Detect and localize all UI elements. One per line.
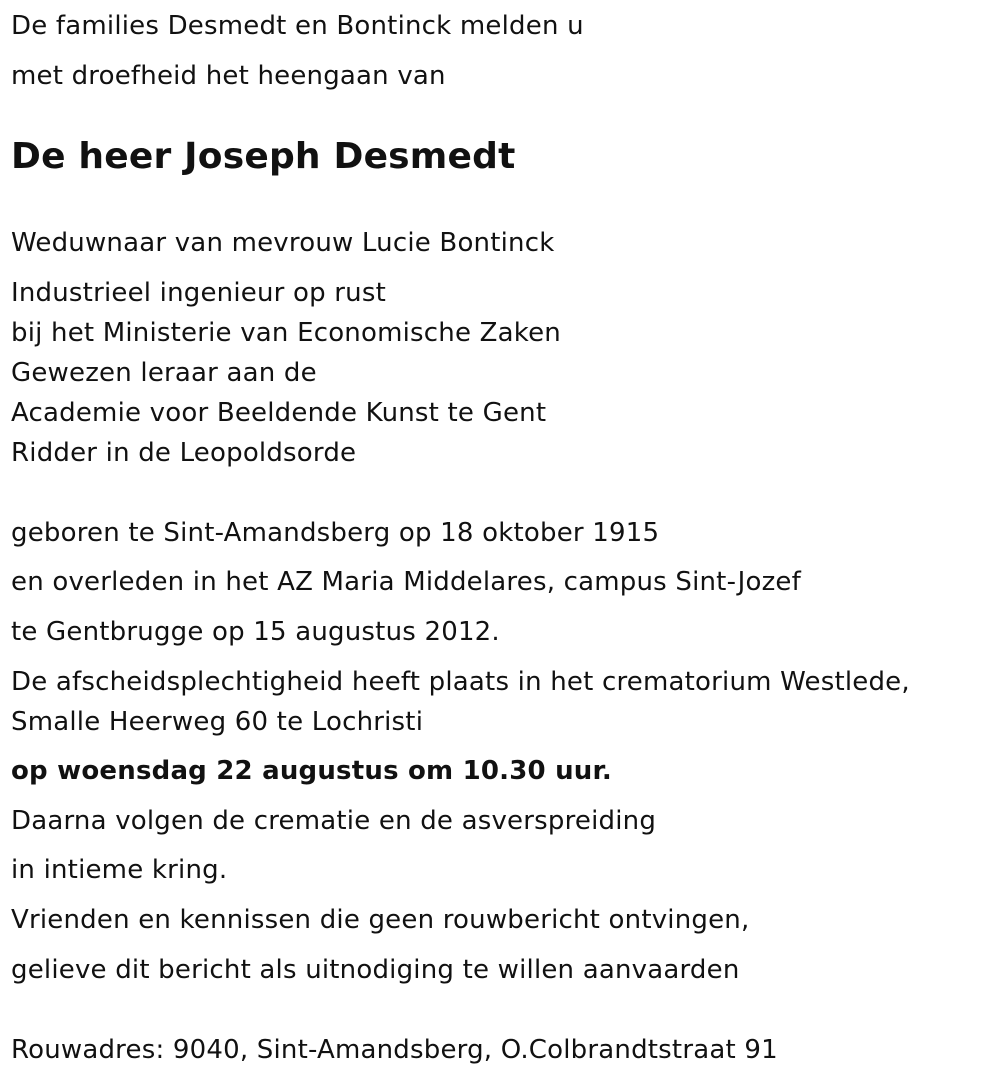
notice-line-1: Vrienden en kennissen die geen rouwbericht ontvingen, (11, 905, 750, 935)
ceremony-line-1: De afscheidsplechtigheid heeft plaats in het crematorium Westlede, (11, 667, 910, 697)
death-line-2: te Gentbrugge op 15 augustus 2012. (11, 617, 500, 647)
title-line: bij het Ministerie van Economische Zaken (11, 318, 561, 348)
notice-line-2: gelieve dit bericht als uitnodiging te willen aanvaarden (11, 955, 740, 985)
ceremony-line-2: Smalle Heerweg 60 te Lochristi (11, 707, 424, 737)
title-line: Weduwnaar van mevrouw Lucie Bontinck (11, 228, 555, 258)
intro-line-1: De families Desmedt en Bontinck melden u (11, 11, 584, 41)
title-line: Academie voor Beeldende Kunst te Gent (11, 398, 547, 428)
ceremony-datetime: op woensdag 22 augustus om 10.30 uur. (11, 756, 612, 786)
intro-line-2: met droefheid het heengaan van (11, 61, 446, 91)
title-line: Gewezen leraar aan de (11, 358, 317, 388)
birth-line: geboren te Sint-Amandsberg op 18 oktober 1915 (11, 518, 660, 548)
mourning-address: Rouwadres: 9040, Sint-Amandsberg, O.Colbrandtstraat 91 (11, 1035, 778, 1065)
ceremony-after-1: Daarna volgen de crematie en de asverspreiding (11, 806, 657, 836)
title-line: Industrieel ingenieur op rust (11, 278, 386, 308)
title-line: Ridder in de Leopoldsorde (11, 438, 357, 468)
deceased-name: De heer Joseph Desmedt (11, 136, 516, 177)
death-line-1: en overleden in het AZ Maria Middelares, campus Sint-Jozef (11, 567, 801, 597)
ceremony-after-2: in intieme kring. (11, 855, 228, 885)
